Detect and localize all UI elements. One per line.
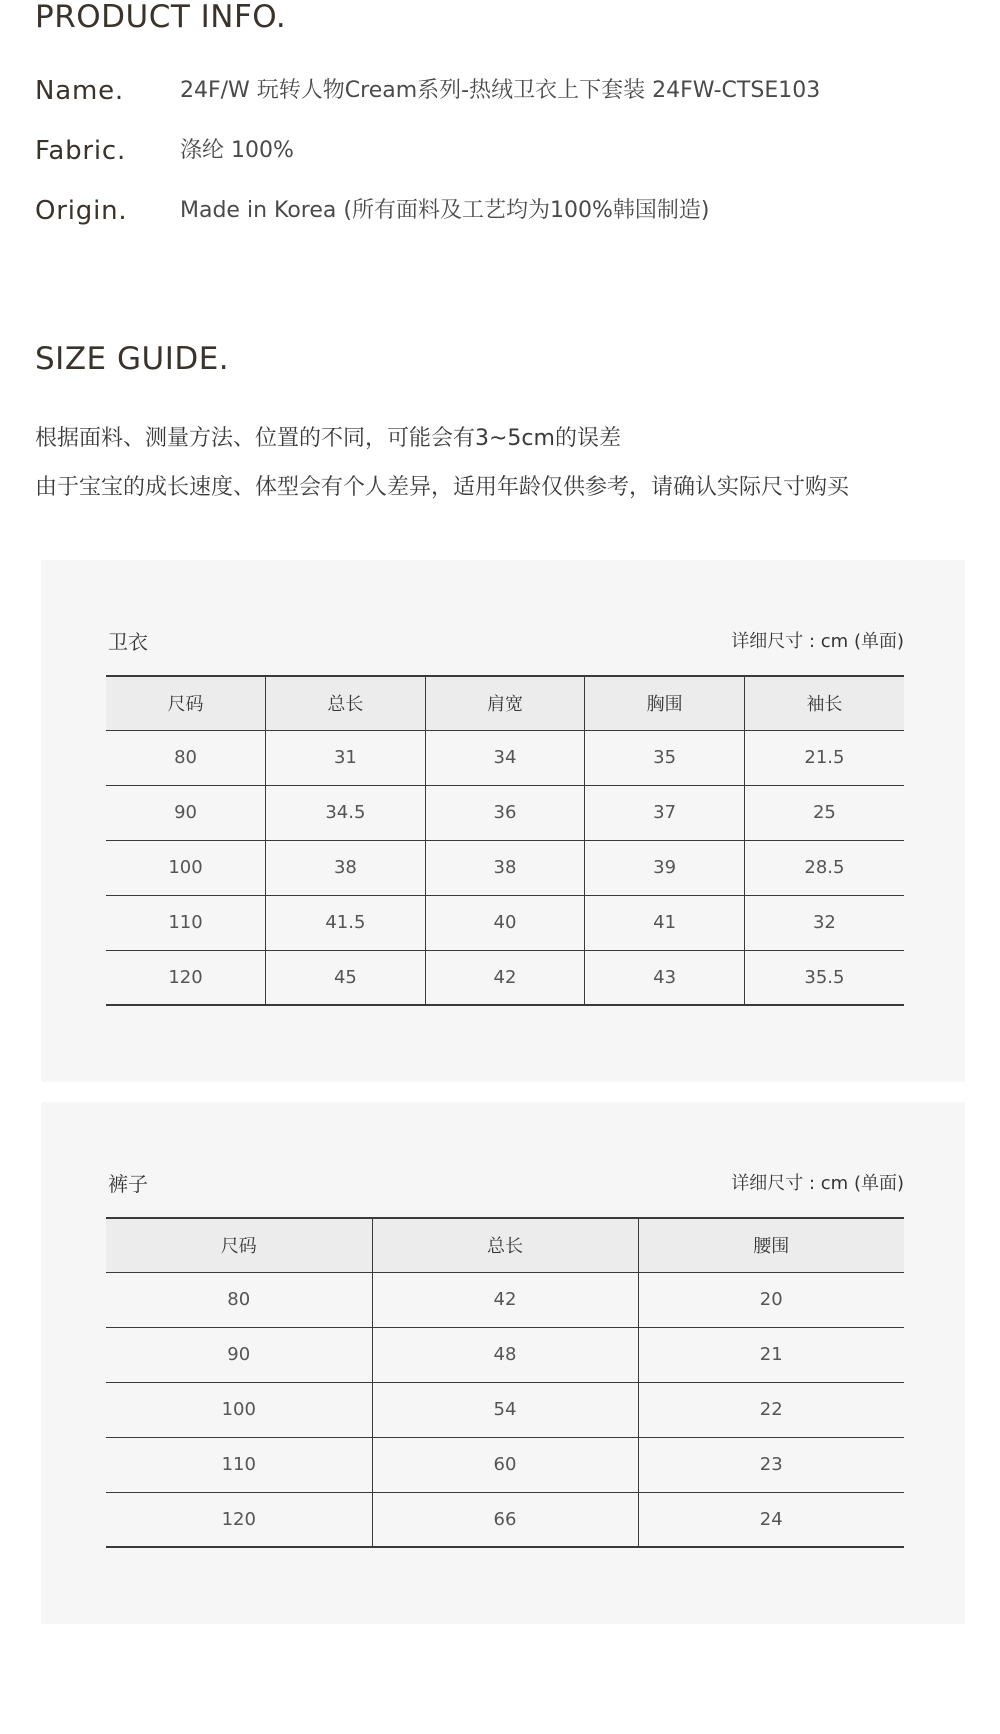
table-cell: 54	[372, 1382, 638, 1437]
table-header-row	[106, 676, 904, 730]
table-cell: 34.5	[266, 785, 426, 840]
table-cell: 41	[585, 895, 745, 950]
table-header-row	[106, 1218, 904, 1272]
column-header: 袖长	[744, 676, 904, 730]
column-header: 尺码	[106, 676, 266, 730]
table-row	[106, 840, 904, 895]
size-table-bottom	[106, 1217, 904, 1548]
table-cell: 80	[106, 1272, 372, 1327]
column-header: 腰围	[638, 1218, 904, 1272]
size-chart-top-unit: 详细尺寸 : cm (单面)	[731, 631, 904, 652]
table-cell: 110	[106, 1437, 372, 1492]
table-cell: 20	[638, 1272, 904, 1327]
table-cell: 38	[425, 840, 585, 895]
table-cell: 90	[106, 785, 266, 840]
info-row-name	[35, 78, 965, 118]
table-cell: 36	[425, 785, 585, 840]
size-guide-title: SIZE GUIDE.	[35, 341, 230, 377]
column-header: 肩宽	[425, 676, 585, 730]
table-cell: 38	[266, 840, 426, 895]
size-chart-top-label: 卫衣	[108, 630, 148, 654]
size-chart-bottom-panel	[41, 1102, 965, 1624]
table-cell: 22	[638, 1382, 904, 1437]
table-cell: 48	[372, 1327, 638, 1382]
size-chart-bottom-unit: 详细尺寸 : cm (单面)	[731, 1173, 904, 1194]
product-info-title: PRODUCT INFO.	[35, 0, 287, 35]
table-row	[106, 895, 904, 950]
table-cell: 31	[266, 730, 426, 785]
table-cell: 28.5	[744, 840, 904, 895]
table-row	[106, 950, 904, 1005]
table-cell: 35.5	[744, 950, 904, 1005]
table-cell: 120	[221, 1508, 256, 1530]
table-cell: 43	[585, 950, 745, 1005]
table-row	[106, 1437, 904, 1492]
table-cell: 110	[106, 895, 266, 950]
fabric-label: Fabric.	[35, 136, 127, 166]
size-table-top	[106, 675, 904, 1006]
column-header: 总长	[266, 676, 426, 730]
name-label: Name.	[35, 76, 124, 106]
table-cell: 24	[638, 1492, 904, 1547]
origin-value: Made in Korea (所有面料及工艺均为100%韩国制造)	[180, 198, 710, 223]
table-cell: 25	[744, 785, 904, 840]
table-row	[106, 785, 904, 840]
table-cell: 80	[106, 730, 266, 785]
size-chart-top-panel	[41, 560, 965, 1082]
column-header: 总长	[372, 1218, 638, 1272]
column-header: 尺码	[106, 1218, 372, 1272]
table-cell: 42	[372, 1272, 638, 1327]
table-row	[106, 1492, 904, 1547]
table-cell: 90	[106, 1327, 372, 1382]
table-cell: 100	[106, 1382, 372, 1437]
table-cell: 120	[168, 966, 203, 988]
table-cell: 37	[585, 785, 745, 840]
table-cell: 32	[744, 895, 904, 950]
size-chart-bottom-label: 裤子	[108, 1172, 148, 1196]
table-cell: 66	[372, 1492, 638, 1547]
table-cell: 45	[266, 950, 426, 1005]
guide-note-tolerance: 根据面料、测量方法、位置的不同，可能会有3~5cm的误差	[35, 426, 621, 451]
column-header: 胸围	[585, 676, 745, 730]
table-cell: 21.5	[744, 730, 904, 785]
table-cell: 42	[425, 950, 585, 1005]
origin-label: Origin.	[35, 196, 128, 226]
table-row	[106, 1272, 904, 1327]
fabric-value: 涤纶 100%	[180, 138, 294, 163]
name-value: 24F/W 玩转人物Cream系列-热绒卫衣上下套装 24FW-CTSE103	[180, 78, 821, 103]
info-row-origin	[35, 198, 965, 238]
table-cell: 39	[585, 840, 745, 895]
table-cell: 21	[638, 1327, 904, 1382]
table-row	[106, 730, 904, 785]
table-row	[106, 1327, 904, 1382]
table-cell: 40	[425, 895, 585, 950]
table-row	[106, 1382, 904, 1437]
table-cell: 60	[372, 1437, 638, 1492]
table-cell: 35	[585, 730, 745, 785]
table-cell: 100	[106, 840, 266, 895]
table-cell: 41.5	[266, 895, 426, 950]
table-cell: 23	[638, 1437, 904, 1492]
table-cell: 34	[425, 730, 585, 785]
info-row-fabric	[35, 138, 965, 178]
guide-note-age: 由于宝宝的成长速度、体型会有个人差异，适用年龄仅供参考，请确认实际尺寸购买	[35, 475, 850, 500]
